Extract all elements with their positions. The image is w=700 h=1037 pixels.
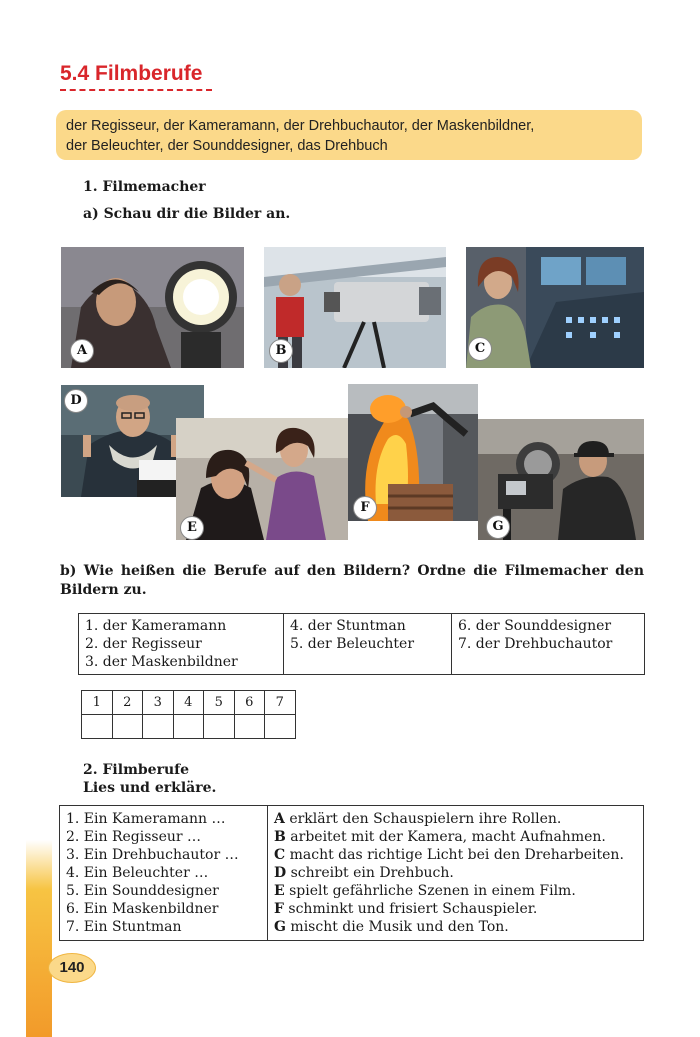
exercise-1a-task: a) Schau dir die Bilder an. [83,206,291,222]
matching-left-item: 2. Ein Regisseur … [66,829,202,845]
vocabulary-line-1: der Regisseur, der Kameramann, der Drehbuchautor, der Maskenbildner, [66,118,535,134]
matching-right-item [274,882,637,900]
answer-grid-number: 1 [82,691,113,715]
matching-table [59,805,644,941]
matching-letter: B [274,829,286,845]
answer-grid-number: 2 [112,691,143,715]
professions-column-1 [79,614,284,675]
photo-g-director [478,419,644,540]
photo-badge-f: F [353,496,377,520]
profession-item: 3. der Maskenbildner [85,654,238,670]
matching-right-item [274,918,637,936]
professions-table [78,613,645,675]
answer-cell [143,715,174,739]
matching-letter: F [274,901,284,917]
photo-c-sound-designer [466,247,644,368]
answer-grid-header-row [82,691,296,715]
photo-b-cameraman [264,247,446,368]
professions-column-2 [284,614,452,675]
exercise-1b-task: b) Wie heißen die Berufe auf den Bildern? Ordne die Filmemacher den Bildern zu. [60,563,644,598]
profession-item: 7. der Drehbuchautor [458,636,613,652]
matching-left-item: 6. Ein Maskenbildner [66,901,219,917]
matching-text: spielt gefährliche Szenen in einem Film. [284,883,576,899]
professions-column-3 [452,614,645,675]
matching-right-column [268,806,644,941]
photo-badge-g: G [486,515,510,539]
answer-grid-blank-row [82,715,296,739]
answer-cell [112,715,143,739]
photo-e-makeup-artist [176,418,348,540]
matching-letter: C [274,847,286,863]
answer-grid-number: 5 [204,691,235,715]
answer-grid-number: 7 [265,691,296,715]
matching-left-item: 7. Ein Stuntman [66,919,182,935]
matching-text: mischt die Musik und den Ton. [285,919,509,935]
profession-item: 1. der Kameramann [85,618,227,634]
profession-item: 4. der Stuntman [290,618,406,634]
answer-cell [265,715,296,739]
vocabulary-line-2: der Beleuchter, der Sounddesigner, das Drehbuch [66,138,388,154]
photo-badge-a: A [70,339,94,363]
photo-badge-c: C [468,337,492,361]
title-underline [60,89,212,91]
photo-a-lighting-technician [61,247,244,368]
matching-letter: D [274,865,287,881]
answer-cell [234,715,265,739]
matching-right-item [274,846,637,864]
answer-grid [81,690,296,739]
exercise-1-heading: 1. Filmemacher [83,179,206,195]
answer-grid-number: 6 [234,691,265,715]
answer-grid-number: 4 [173,691,204,715]
photo-f-stuntman [348,384,478,521]
matching-right-item [274,900,637,918]
answer-cell [82,715,113,739]
matching-left-item: 4. Ein Beleuchter … [66,865,209,881]
matching-text: schminkt und frisiert Schauspieler. [283,901,538,917]
matching-left-item: 3. Ein Drehbuchautor … [66,847,239,863]
answer-grid-number: 3 [143,691,174,715]
matching-right-item [274,828,637,846]
section-title: 5.4 Filmberufe [60,62,203,85]
matching-left-column [60,806,268,941]
profession-item: 2. der Regisseur [85,636,202,652]
answer-cell [173,715,204,739]
page-number: 140 [48,953,96,983]
photo-badge-d: D [64,389,88,413]
exercise-2-heading: 2. Filmberufe [83,762,190,778]
matching-letter: G [274,919,286,935]
answer-cell [204,715,235,739]
matching-right-item [274,864,637,882]
vocabulary-box [56,110,642,160]
matching-text: macht das richtige Licht bei den Dreharbeiten. [285,847,624,863]
page-side-accent-bar [26,840,52,1037]
photo-badge-b: B [269,339,293,363]
photo-badge-e: E [180,516,204,540]
matching-text: erklärt den Schauspielern ihre Rollen. [284,811,562,827]
matching-left-item: 1. Ein Kameramann … [66,811,226,827]
matching-letter: E [274,883,285,899]
profession-item: 5. der Beleuchter [290,636,415,652]
matching-letter: A [274,811,285,827]
matching-left-item: 5. Ein Sounddesigner [66,883,219,899]
matching-text: arbeitet mit der Kamera, macht Aufnahmen. [285,829,606,845]
profession-item: 6. der Sounddesigner [458,618,612,634]
matching-right-item [274,810,637,828]
exercise-2-task: Lies und erkläre. [83,780,217,796]
matching-text: schreibt ein Drehbuch. [286,865,454,881]
